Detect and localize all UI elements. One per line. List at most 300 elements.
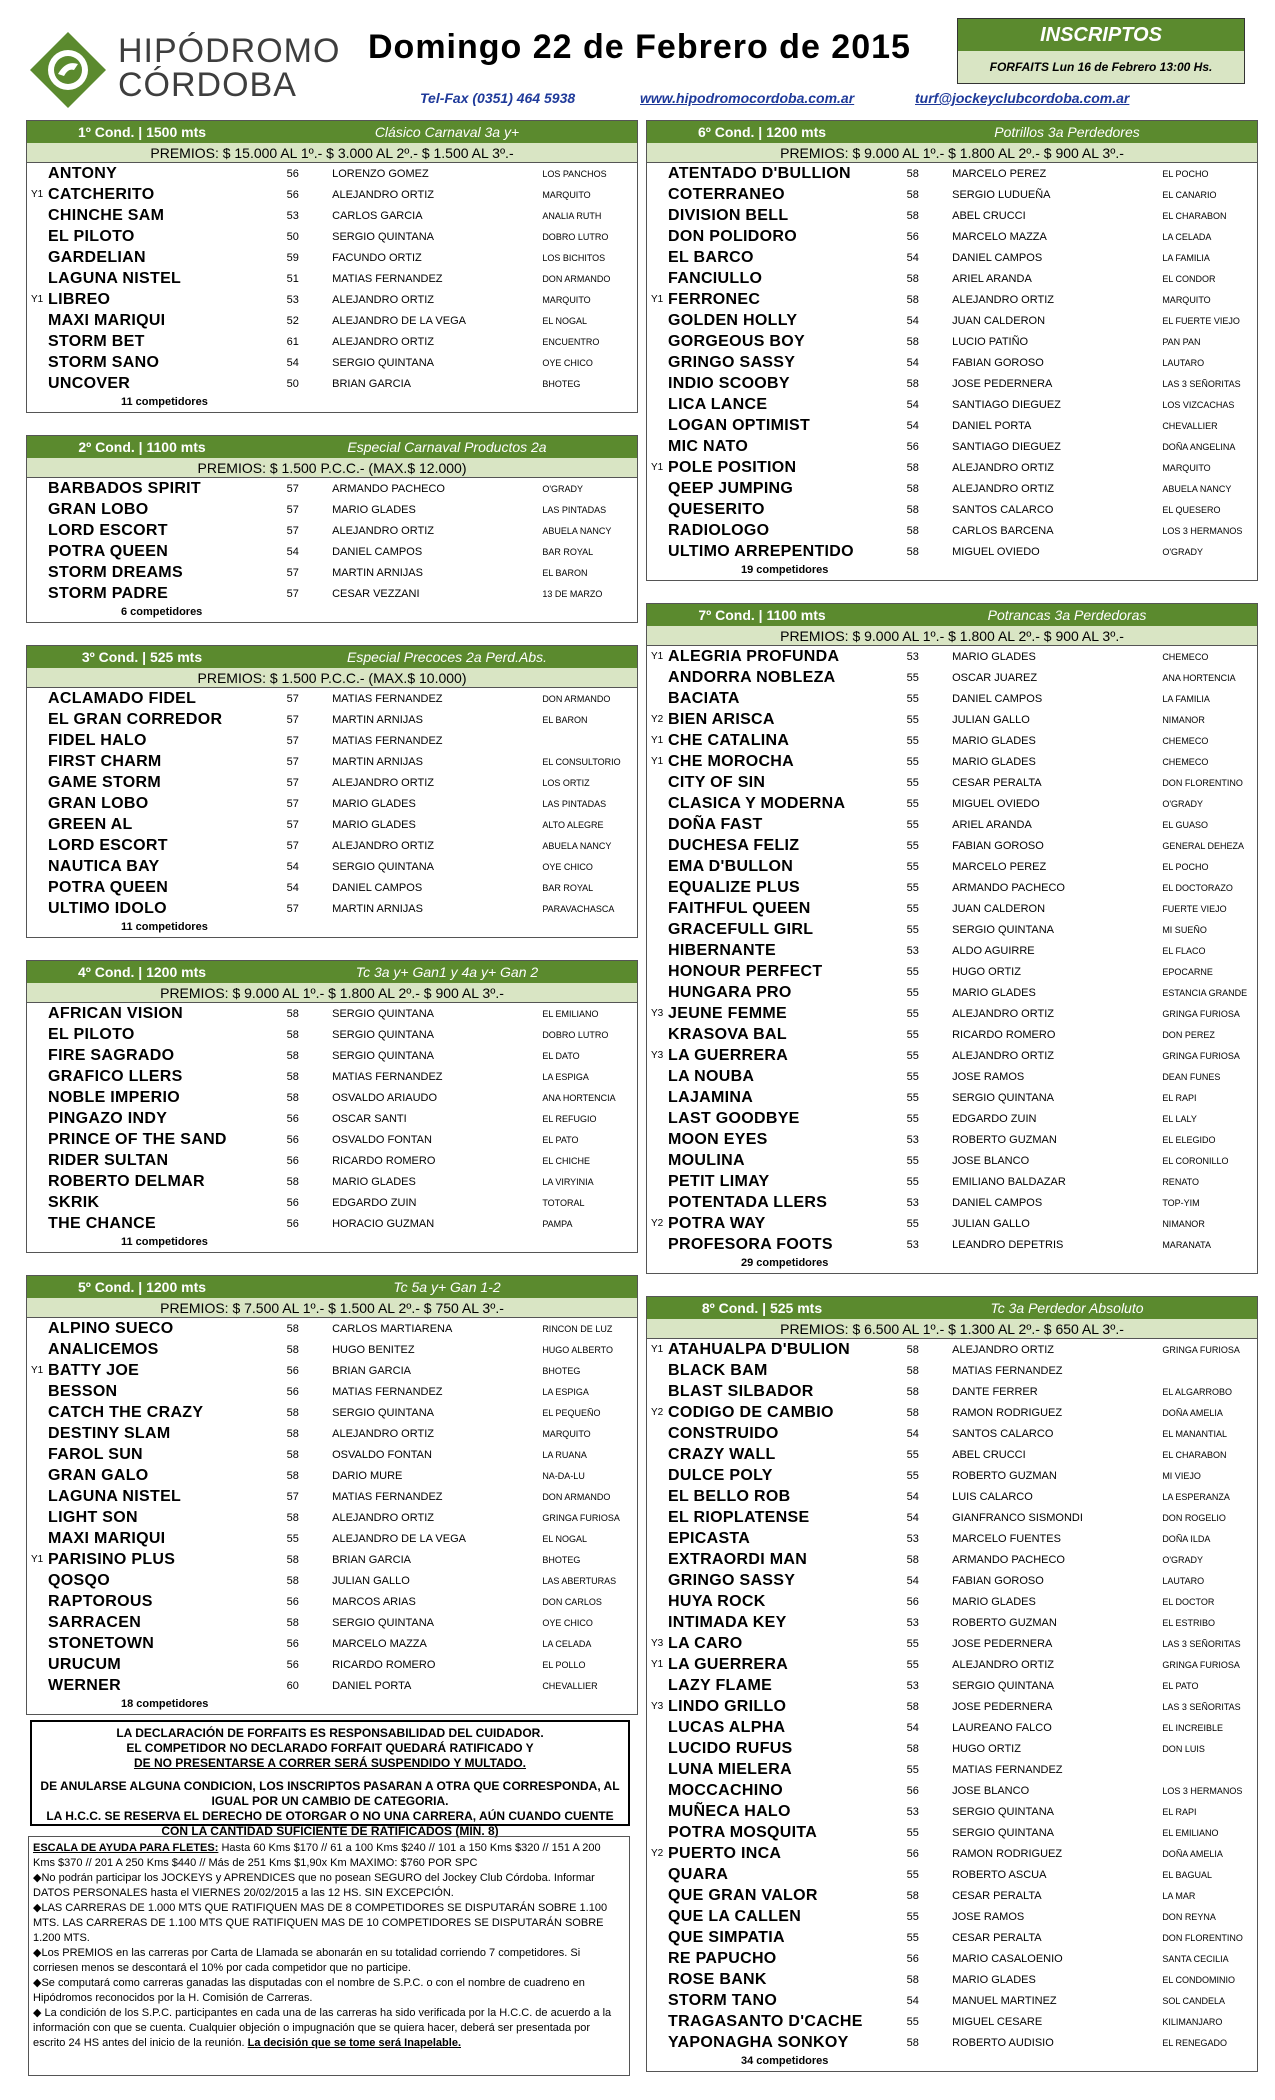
race-total: 6 competidores	[121, 606, 203, 618]
jockey-name: LAUREANO FALCO	[952, 1721, 1052, 1734]
stud-name: HUGO ALBERTO	[542, 1344, 614, 1355]
entry-row	[647, 1402, 1257, 1423]
entry-row	[27, 1087, 637, 1108]
stud-name: SOL CANDELA	[1162, 1995, 1226, 2006]
jockey-name: SANTOS CALARCO	[952, 503, 1054, 516]
entry-row	[647, 499, 1257, 520]
stud-name: GRINGA FURIOSA	[542, 1512, 620, 1523]
jockey-name: JULIAN GALLO	[952, 1217, 1030, 1230]
horse-name: MUÑECA HALO	[668, 1802, 791, 1820]
entry-row	[647, 1780, 1257, 1801]
horse-weight: 54	[906, 251, 919, 264]
race-total: 34 competidores	[741, 2055, 829, 2067]
entry-row	[27, 688, 637, 709]
jockey-name: ALEJANDRO ORTIZ	[332, 776, 434, 789]
jockey-name: SERGIO QUINTANA	[952, 923, 1054, 936]
horse-name: SKRIK	[48, 1193, 100, 1211]
hipodromo-logo-icon	[28, 30, 108, 110]
stud-name: EL POLLO	[542, 1659, 586, 1670]
notes-box	[28, 1836, 630, 2076]
stud-name: EL FLACO	[1162, 945, 1206, 956]
entry-row	[647, 730, 1257, 751]
race-prizes: PREMIOS: $ 6.500 AL 1º.- $ 1.300 AL 2º.- $ 650 AL 3º.-	[647, 1319, 1257, 1339]
horse-name: GRINGO SASSY	[668, 1571, 796, 1589]
jockey-name: CESAR PERALTA	[952, 1889, 1042, 1902]
email-link[interactable]: turf@jockeyclubcordoba.com.ar	[915, 90, 1130, 106]
entry-row	[647, 1906, 1257, 1927]
horse-weight: 55	[906, 734, 919, 747]
entry-row	[647, 226, 1257, 247]
horse-weight: 55	[906, 1910, 919, 1923]
stud-name: EL NOGAL	[542, 1533, 587, 1544]
stud-name: EL ELEGIDO	[1162, 1134, 1216, 1145]
entry-row	[27, 898, 637, 919]
entry-row	[647, 520, 1257, 541]
entry-row	[647, 436, 1257, 457]
stud-name: O'GRADY	[1162, 1554, 1204, 1565]
horse-weight: 58	[906, 1364, 919, 1377]
race-prizes: PREMIOS: $ 1.500 P.C.C.- (MAX.$ 12.000)	[27, 458, 637, 478]
entry-row	[647, 814, 1257, 835]
entry-row	[647, 478, 1257, 499]
jockey-name: DANTE FERRER	[952, 1385, 1038, 1398]
horse-weight: 54	[286, 860, 299, 873]
horse-name: BESSON	[48, 1382, 118, 1400]
stud-name: RINCON DE LUZ	[542, 1323, 613, 1334]
stud-name: PAN PAN	[1162, 336, 1201, 347]
horse-weight: 53	[906, 1532, 919, 1545]
horse-name: YAPONAGHA SONKOY	[668, 2033, 849, 2051]
entry-row	[647, 1528, 1257, 1549]
entry-row	[647, 1024, 1257, 1045]
stud-name: LA FAMILIA	[1162, 252, 1210, 263]
stud-name: DEAN FUNES	[1162, 1071, 1221, 1082]
horse-name: POTRA QUEEN	[48, 878, 169, 896]
horse-name: POTENTADA LLERS	[668, 1193, 828, 1211]
entry-row	[647, 1234, 1257, 1255]
stud-name: EL CONSULTORIO	[542, 756, 621, 767]
entry-row	[647, 1570, 1257, 1591]
horse-name: LA NOUBA	[668, 1067, 755, 1085]
jockey-name: JULIAN GALLO	[952, 713, 1030, 726]
stud-name: NIMANOR	[1162, 1218, 1205, 1229]
horse-weight: 57	[286, 902, 299, 915]
stud-name: OYE CHICO	[542, 1617, 593, 1628]
horse-weight: 55	[906, 923, 919, 936]
horse-weight: 56	[286, 1112, 299, 1125]
entry-row	[27, 247, 637, 268]
horse-name: ANDORRA NOBLEZA	[668, 668, 836, 686]
entry-row	[27, 1150, 637, 1171]
jockey-name: ALEJANDRO ORTIZ	[952, 1658, 1054, 1671]
note-decision: La decisión que se tome será Inapelable.	[247, 2037, 461, 2049]
jockey-name: MATIAS FERNANDEZ	[952, 1763, 1063, 1776]
entry-row	[647, 1885, 1257, 1906]
entry-row	[647, 1108, 1257, 1129]
jockey-name: DANIEL PORTA	[952, 419, 1032, 432]
stud-name: DON FLORENTINO	[1162, 777, 1243, 788]
race-prizes: PREMIOS: $ 7.500 AL 1º.- $ 1.500 AL 2º.- $ 750 AL 3º.-	[27, 1298, 637, 1318]
entry-row	[27, 541, 637, 562]
horse-name: LA CARO	[668, 1634, 743, 1652]
jockey-name: ALEJANDRO ORTIZ	[952, 1049, 1054, 1062]
horse-weight: 55	[906, 1448, 919, 1461]
stud-name: DON FLORENTINO	[1162, 1932, 1243, 1943]
horse-name: BARBADOS SPIRIT	[48, 479, 201, 497]
stud-name: LA VIRYINIA	[542, 1176, 594, 1187]
horse-name: EL BARCO	[668, 248, 754, 266]
jockey-name: JOSE PEDERNERA	[952, 377, 1053, 390]
horse-name: LAGUNA NISTEL	[48, 1487, 182, 1505]
stud-name: LOS VIZCACHAS	[1162, 399, 1235, 410]
jockey-name: MARCELO PEREZ	[952, 167, 1047, 180]
entry-row	[647, 1423, 1257, 1444]
stud-name: DOÑA ANGELINA	[1162, 441, 1236, 452]
stud-name: MARQUITO	[1162, 294, 1211, 305]
jockey-name: DARIO MURE	[332, 1469, 403, 1482]
horse-name: HIBERNANTE	[668, 941, 776, 959]
stud-name: BHOTEG	[542, 1365, 581, 1376]
website-link[interactable]: www.hipodromocordoba.com.ar	[640, 90, 855, 106]
stud-name: EL PATO	[1162, 1680, 1199, 1691]
warning-line: EL COMPETIDOR NO DECLARADO FORFAIT QUEDARÁ RATIFICADO Y	[126, 1741, 534, 1755]
horse-weight: 56	[286, 1595, 299, 1608]
horse-weight: 58	[906, 545, 919, 558]
stud-name: LA CELADA	[1162, 231, 1212, 242]
horse-weight: 58	[906, 2036, 919, 2049]
horse-name: COTERRANEO	[668, 185, 785, 203]
race-condition: 8º Cond. | 525 mts	[701, 1300, 823, 1316]
horse-name: PRINCE OF THE SAND	[48, 1130, 227, 1148]
race-total: 29 competidores	[741, 1257, 829, 1269]
stud-name: SANTA CECILIA	[1162, 1953, 1229, 1964]
entry-row	[647, 163, 1257, 184]
horse-name: EL PILOTO	[48, 1025, 135, 1043]
horse-name: LUCIDO RUFUS	[668, 1739, 793, 1757]
horse-name: THE CHANCE	[48, 1214, 156, 1232]
horse-name: DULCE POLY	[668, 1466, 773, 1484]
race-condition: 2º Cond. | 1100 mts	[78, 439, 206, 455]
horse-name: QUESERITO	[668, 500, 765, 518]
horse-weight: 56	[286, 1154, 299, 1167]
horse-weight: 56	[906, 1595, 919, 1608]
horse-weight: 50	[286, 377, 299, 390]
horse-name: CHE MOROCHA	[668, 752, 795, 770]
horse-weight: 58	[906, 524, 919, 537]
horse-weight: 54	[906, 1721, 919, 1734]
horse-name: TRAGASANTO D'CACHE	[668, 2012, 863, 2030]
jockey-name: MATIAS FERNANDEZ	[332, 1385, 443, 1398]
race-description: Tc 3a Perdedor Absoluto	[990, 1300, 1144, 1316]
stud-name: LA RUANA	[542, 1449, 587, 1460]
entry-row	[647, 331, 1257, 352]
horse-weight: 55	[906, 797, 919, 810]
jockey-name: BRIAN GARCIA	[332, 377, 411, 390]
horse-name: ALPINO SUECO	[48, 1319, 174, 1337]
jockey-name: DANIEL CAMPOS	[332, 545, 423, 558]
stud-name: DOÑA AMELIA	[1162, 1407, 1223, 1418]
horse-name: ULTIMO ARREPENTIDO	[668, 542, 854, 560]
entry-row	[27, 1213, 637, 1234]
stud-name: O'GRADY	[542, 483, 584, 494]
horse-name: PARISINO PLUS	[48, 1550, 176, 1568]
horse-name: INTIMADA KEY	[668, 1613, 787, 1631]
brand-line-2: CÓRDOBA	[118, 66, 297, 104]
jockey-name: OSVALDO FONTAN	[332, 1133, 432, 1146]
horse-weight: 57	[286, 692, 299, 705]
horse-weight: 55	[906, 692, 919, 705]
jockey-name: OSCAR JUAREZ	[952, 671, 1038, 684]
jockey-name: ARMANDO PACHECO	[952, 1553, 1065, 1566]
jockey-name: ROBERTO GUZMAN	[952, 1616, 1057, 1629]
horse-weight: 55	[906, 902, 919, 915]
horse-name: LUCAS ALPHA	[668, 1718, 786, 1736]
fletes-label: ESCALA DE AYUDA PARA FLETES:	[33, 1842, 219, 1854]
horse-name: ACLAMADO FIDEL	[48, 689, 197, 707]
horse-weight: 58	[906, 461, 919, 474]
jockey-name: ALEJANDRO ORTIZ	[332, 839, 434, 852]
horse-name: EL BELLO ROB	[668, 1487, 791, 1505]
stud-name: EL CHICHE	[542, 1155, 590, 1166]
entry-row	[27, 1591, 637, 1612]
jockey-name: SERGIO QUINTANA	[332, 356, 434, 369]
stud-name: EL BARON	[542, 714, 588, 725]
stud-name: EL CHARABON	[1162, 210, 1227, 221]
horse-name: LAJAMINA	[668, 1088, 754, 1106]
horse-weight: 55	[906, 1028, 919, 1041]
horse-name: RE PAPUCHO	[668, 1949, 777, 1967]
jockey-name: MARCELO FUENTES	[952, 1532, 1061, 1545]
jockey-name: ALDO AGUIRRE	[952, 944, 1035, 957]
horse-weight: 55	[906, 839, 919, 852]
horse-weight: 58	[906, 1553, 919, 1566]
horse-weight: 56	[286, 1637, 299, 1650]
stud-name: EL POCHO	[1162, 861, 1209, 872]
jockey-name: JOSE PEDERNERA	[952, 1700, 1053, 1713]
entry-mark: Y1	[651, 294, 664, 305]
stud-name: EL EMILIANO	[1162, 1827, 1219, 1838]
entry-mark: Y1	[31, 189, 44, 200]
jockey-name: MARIO GLADES	[332, 1175, 416, 1188]
jockey-name: ALEJANDRO ORTIZ	[952, 1343, 1054, 1356]
jockey-name: EMILIANO BALDAZAR	[952, 1175, 1066, 1188]
stud-name: DON ARMANDO	[542, 273, 611, 284]
entry-row	[27, 730, 637, 751]
stud-name: ABUELA NANCY	[1162, 483, 1232, 494]
jockey-name: ALEJANDRO DE LA VEGA	[332, 314, 466, 327]
entry-row	[27, 814, 637, 835]
horse-name: POLE POSITION	[668, 458, 797, 476]
entry-row	[27, 1024, 637, 1045]
stud-name: LOS PANCHOS	[542, 168, 607, 179]
horse-name: PINGAZO INDY	[48, 1109, 168, 1127]
jockey-name: SANTOS CALARCO	[952, 1427, 1054, 1440]
entry-mark: Y1	[651, 735, 664, 746]
horse-weight: 54	[286, 356, 299, 369]
horse-weight: 58	[286, 1574, 299, 1587]
horse-name: EXTRAORDI MAN	[668, 1550, 808, 1568]
jockey-name: MARIO GLADES	[332, 503, 416, 516]
stud-name: DOÑA AMELIA	[1162, 1848, 1223, 1859]
jockey-name: ALEJANDRO ORTIZ	[332, 293, 434, 306]
jockey-name: JOSE PEDERNERA	[952, 1637, 1053, 1650]
horse-name: FANCIULLO	[668, 269, 763, 287]
horse-name: STORM SANO	[48, 353, 160, 371]
entry-row	[647, 1444, 1257, 1465]
jockey-name: MARTIN ARNIJAS	[332, 566, 423, 579]
stud-name: CHEMECO	[1162, 735, 1209, 746]
stud-name: ENCUENTRO	[542, 336, 600, 347]
stud-name: BHOTEG	[542, 1554, 581, 1565]
entry-row	[27, 1192, 637, 1213]
horse-name: FAITHFUL QUEEN	[668, 899, 811, 917]
jockey-name: MANUEL MARTINEZ	[952, 1994, 1057, 2007]
horse-weight: 58	[906, 1889, 919, 1902]
horse-weight: 57	[286, 503, 299, 516]
entry-row	[647, 646, 1257, 667]
stud-name: EL CORONILLO	[1162, 1155, 1229, 1166]
entry-row	[27, 226, 637, 247]
horse-name: GORGEOUS BOY	[668, 332, 805, 350]
inscriptos-title: INSCRIPTOS	[958, 19, 1244, 51]
horse-name: POTRA QUEEN	[48, 542, 169, 560]
jockey-name: ROBERTO ASCUA	[952, 1868, 1047, 1881]
jockey-name: ALEJANDRO ORTIZ	[332, 188, 434, 201]
jockey-name: FABIAN GOROSO	[952, 1574, 1044, 1587]
entry-row	[647, 898, 1257, 919]
jockey-name: DANIEL CAMPOS	[952, 251, 1043, 264]
stud-name: TOTORAL	[542, 1197, 585, 1208]
phone-text: Tel-Fax (0351) 464 5938	[420, 90, 576, 106]
horse-name: GRAFICO LLERS	[48, 1067, 183, 1085]
horse-name: BACIATA	[668, 689, 740, 707]
horse-weight: 58	[906, 1343, 919, 1356]
horse-weight: 58	[906, 1385, 919, 1398]
entry-row	[647, 1759, 1257, 1780]
horse-weight: 58	[906, 1406, 919, 1419]
stud-name: EL POCHO	[1162, 168, 1209, 179]
jockey-name: JOSE RAMOS	[952, 1070, 1025, 1083]
entry-row	[647, 1045, 1257, 1066]
horse-name: MAXI MARIQUI	[48, 311, 166, 329]
entry-row	[647, 1864, 1257, 1885]
horse-weight: 55	[906, 2015, 919, 2028]
stud-name: GRINGA FURIOSA	[1162, 1008, 1240, 1019]
entry-row	[647, 1801, 1257, 1822]
jockey-name: BRIAN GARCIA	[332, 1364, 411, 1377]
jockey-name: DANIEL CAMPOS	[332, 881, 423, 894]
jockey-name: JUAN CALDERON	[952, 902, 1046, 915]
race-description: Clásico Carnaval 3a y+	[374, 124, 520, 140]
horse-weight: 55	[906, 986, 919, 999]
horse-weight: 56	[286, 1658, 299, 1671]
jockey-name: SERGIO QUINTANA	[332, 1406, 434, 1419]
horse-name: HONOUR PERFECT	[668, 962, 823, 980]
horse-name: CONSTRUIDO	[668, 1424, 779, 1442]
entry-row	[27, 1045, 637, 1066]
jockey-name: HUGO ORTIZ	[952, 965, 1021, 978]
stud-name: MARQUITO	[542, 294, 591, 305]
entry-row	[27, 373, 637, 394]
entry-row	[647, 793, 1257, 814]
entry-mark: Y1	[651, 756, 664, 767]
entry-row	[647, 1738, 1257, 1759]
jockey-name: MARIO GLADES	[952, 650, 1036, 663]
stud-name: ABUELA NANCY	[542, 525, 612, 536]
stud-name: ALTO ALEGRE	[542, 819, 604, 830]
horse-weight: 58	[286, 1091, 299, 1104]
entry-row	[647, 1381, 1257, 1402]
jockey-name: SERGIO QUINTANA	[952, 1679, 1054, 1692]
jockey-name: OSVALDO ARIAUDO	[332, 1091, 438, 1104]
entry-row	[647, 1087, 1257, 1108]
entry-row	[647, 268, 1257, 289]
entry-mark: Y1	[651, 462, 664, 473]
stud-name: MARQUITO	[542, 189, 591, 200]
horse-weight: 57	[286, 482, 299, 495]
horse-weight: 54	[286, 545, 299, 558]
horse-name: GRINGO SASSY	[668, 353, 796, 371]
horse-name: ROSE BANK	[668, 1970, 767, 1988]
stud-name: LA ESPIGA	[542, 1071, 589, 1082]
page-header	[0, 0, 1275, 120]
entry-row	[647, 415, 1257, 436]
horse-weight: 58	[906, 503, 919, 516]
forfaits-deadline: FORFAITS Lun 16 de Febrero 13:00 Hs.	[958, 51, 1244, 83]
stud-name: LAS PINTADAS	[542, 504, 607, 515]
entry-row	[647, 1990, 1257, 2011]
note-item: ◆Los PREMIOS en las carreras por Carta de Llamada se abonarán en su totalidad corriendo 7 competidores. Si corriesen menos se descontará el 10% por cada competidor que no participe.	[33, 1947, 581, 1974]
jockey-name: LUIS CALARCO	[952, 1490, 1033, 1503]
horse-name: LAST GOODBYE	[668, 1109, 800, 1127]
horse-weight: 56	[286, 1217, 299, 1230]
entry-row	[647, 247, 1257, 268]
horse-name: NOBLE IMPERIO	[48, 1088, 180, 1106]
jockey-name: ALEJANDRO ORTIZ	[952, 482, 1054, 495]
entry-row	[647, 352, 1257, 373]
horse-weight: 58	[286, 1070, 299, 1083]
jockey-name: CESAR PERALTA	[952, 776, 1042, 789]
horse-weight: 58	[286, 1175, 299, 1188]
entry-row	[647, 982, 1257, 1003]
entry-row	[647, 394, 1257, 415]
stud-name: LAUTARO	[1162, 1575, 1205, 1586]
horse-name: CATCHERITO	[48, 185, 155, 203]
horse-name: RAPTOROUS	[48, 1592, 153, 1610]
entry-row	[27, 772, 637, 793]
entry-mark: Y1	[31, 1365, 44, 1376]
race-box	[26, 960, 638, 1253]
entry-row	[27, 1423, 637, 1444]
horse-name: GOLDEN HOLLY	[668, 311, 798, 329]
horse-weight: 55	[906, 1112, 919, 1125]
stud-name: O'GRADY	[1162, 798, 1204, 809]
entry-row	[647, 457, 1257, 478]
stud-name: RENATO	[1162, 1176, 1199, 1187]
left-column	[26, 120, 638, 1737]
stud-name: PAMPA	[542, 1218, 573, 1229]
jockey-name: RAMON RODRIGUEZ	[952, 1406, 1063, 1419]
horse-weight: 54	[906, 314, 919, 327]
stud-name: EPOCARNE	[1162, 966, 1213, 977]
horse-weight: 58	[286, 1553, 299, 1566]
jockey-name: DANIEL PORTA	[332, 1679, 412, 1692]
stud-name: LAS 3 SEÑORITAS	[1162, 1701, 1241, 1712]
stud-name: GENERAL DEHEZA	[1162, 840, 1244, 851]
jockey-name: RICARDO ROMERO	[332, 1154, 436, 1167]
entry-row	[27, 478, 637, 499]
horse-name: GRAN LOBO	[48, 794, 149, 812]
